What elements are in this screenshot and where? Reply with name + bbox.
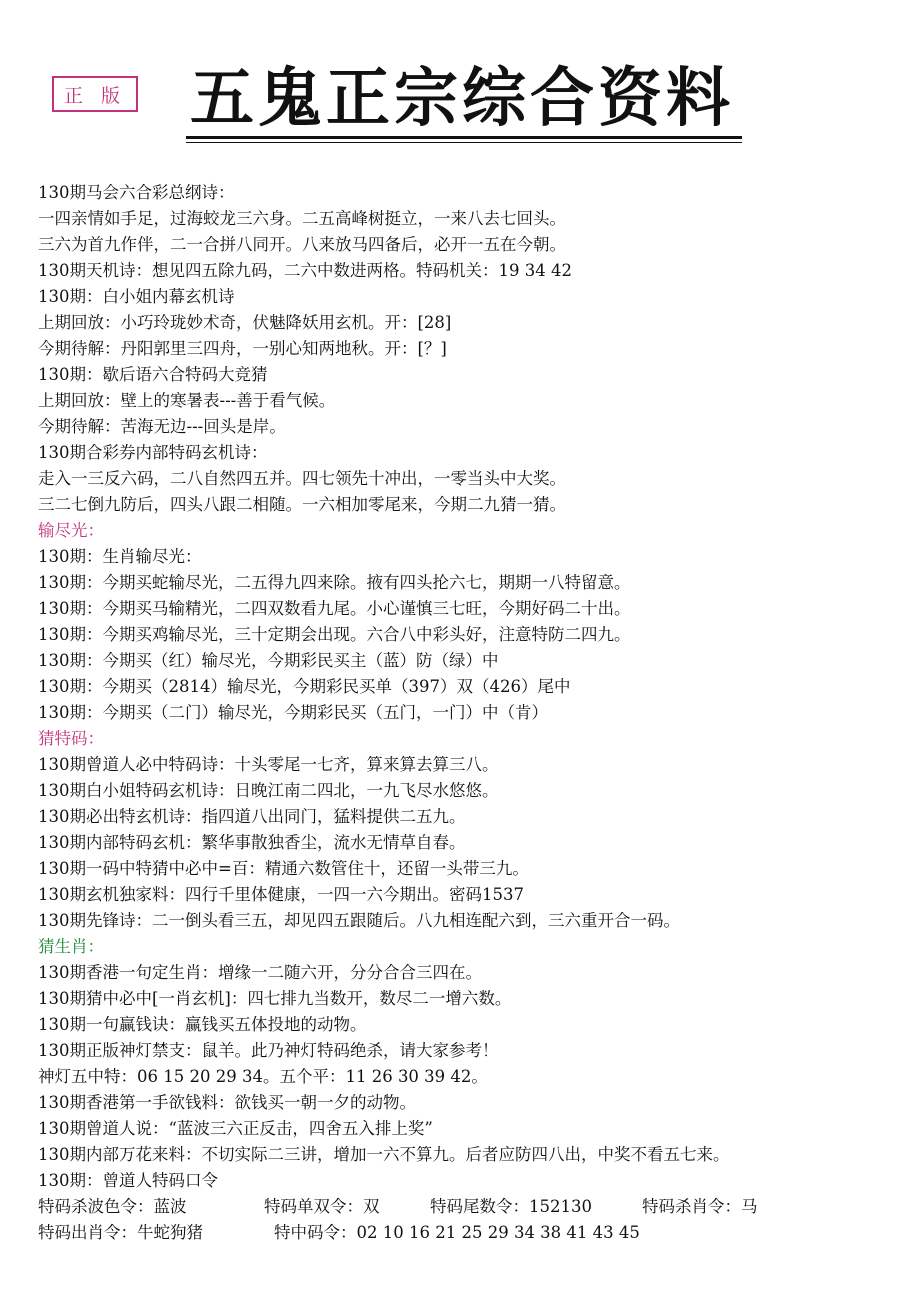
page-title: 五鬼正宗综合资料 xyxy=(190,62,734,136)
text-line: 上期回放：壁上的寒暑表---善于看气候。 xyxy=(38,391,336,410)
text-line: 130期：生肖输尽光： xyxy=(38,547,202,566)
text-line: 130期天机诗：想见四五除九码，二六中数进两格。特码机关：19 34 42 xyxy=(38,261,572,280)
text-line: 130期正版神灯禁支：鼠羊。此乃神灯特码绝杀，请大家参考！ xyxy=(38,1041,499,1060)
text-line: 130期：今期买鸡输尽光，三十定期会出现。六合八中彩头好，注意特防二四九。 xyxy=(38,625,631,644)
text-line: 神灯五中特：06 15 20 29 34。五个平：11 26 30 39 42。 xyxy=(38,1067,488,1086)
text-line: 130期猜中必中[一肖玄机]：四七排九当数开，数尽二一增六数。 xyxy=(38,989,512,1008)
text-line: 三六为首九作伴，二一合拼八同开。八来放马四备后，必开一五在今朝。 xyxy=(38,235,566,254)
text-line: 130期一码中特猜中必中=百：精通六数管住十，还留一头带三九。 xyxy=(38,859,529,878)
text-line: 130期香港第一手欲钱料：欲钱买一朝一夕的动物。 xyxy=(38,1093,416,1112)
title-underline-thick xyxy=(186,136,742,139)
text-line: 130期曾道人说：“蓝波三六正反击，四舍五入排上奖” xyxy=(38,1119,433,1138)
command-row xyxy=(38,1194,888,1220)
text-line: 130期必出特玄机诗：指四道八出同门，猛料提供二五九。 xyxy=(38,807,466,826)
text-line: 三二七倒九防后，四头八跟二相随。一六相加零尾来，今期二九猜一猜。 xyxy=(38,495,566,514)
text-line: 130期：今期买（2814）输尽光，今期彩民买单（397）双（426）尾中 xyxy=(38,677,571,696)
text-line: 130期：歇后语六合特码大竞猜 xyxy=(38,365,268,384)
text-line: 130期香港一句定生肖：增缘一二随六开，分分合合三四在。 xyxy=(38,963,482,982)
text-line: 130期：曾道人特码口令 xyxy=(38,1171,218,1190)
text-line: 130期白小姐特码玄机诗：日晚江南二四北，一九飞尽水悠悠。 xyxy=(38,781,499,800)
text-line: 上期回放：小巧玲珑妙术奇，伏魅降妖用玄机。开：[28] xyxy=(38,313,452,332)
text-line: 130期内部万花来料：不切实际二三讲，增加一六不算九。后者应防四八出，中奖不看五七来。 xyxy=(38,1145,730,1164)
section-heading-special: 猜特码： xyxy=(38,729,104,748)
command-item: 特码杀肖令：马 xyxy=(642,1197,758,1216)
command-item: 特码出肖令：牛蛇狗猪 xyxy=(38,1223,203,1242)
text-line: 130期：今期买（红）输尽光，今期彩民买主（蓝）防（绿）中 xyxy=(38,651,499,670)
text-line: 130期曾道人必中特码诗：十头零尾一七齐，算来算去算三八。 xyxy=(38,755,499,774)
command-item: 特中码令：02 10 16 21 25 29 34 38 41 43 45 xyxy=(274,1223,640,1242)
text-line: 130期合彩券内部特码玄机诗： xyxy=(38,443,268,462)
authentic-badge: 正 版 xyxy=(52,76,138,112)
text-line: 130期马会六合彩总纲诗： xyxy=(38,183,235,202)
command-item: 特码单双令：双 xyxy=(264,1197,380,1216)
command-item: 特码尾数令：152130 xyxy=(430,1197,592,1216)
title-underline-thin xyxy=(186,142,742,143)
text-line: 130期：今期买蛇输尽光，二五得九四来除。掖有四头抡六七，期期一八特留意。 xyxy=(38,573,631,592)
text-line: 130期：白小姐内幕玄机诗 xyxy=(38,287,235,306)
section-heading-lose: 输尽光： xyxy=(38,521,104,540)
text-line: 130期先锋诗：二一倒头看三五，却见四五跟随后。八九相连配六到，三六重开合一码。 xyxy=(38,911,680,930)
text-line: 走入一三反六码，二八自然四五并。四七领先十冲出，一零当头中大奖。 xyxy=(38,469,566,488)
text-line: 130期内部特码玄机：繁华事散独香尘，流水无情草自春。 xyxy=(38,833,466,852)
section-heading-zodiac: 猜生肖： xyxy=(38,937,104,956)
text-line: 130期：今期买马输精光，二四双数看九尾。小心谨慎三七旺，今期好码二十出。 xyxy=(38,599,631,618)
command-row xyxy=(38,1220,888,1246)
text-line: 130期一句赢钱诀：赢钱买五体投地的动物。 xyxy=(38,1015,367,1034)
text-line: 一四亲情如手足，过海蛟龙三六身。二五高峰树挺立，一来八去七回头。 xyxy=(38,209,566,228)
command-item: 特码杀波色令：蓝波 xyxy=(38,1197,187,1216)
text-line: 130期：今期买（二门）输尽光，今期彩民买（五门，一门）中（肯） xyxy=(38,703,548,722)
text-line: 今期待解：苦海无边---回头是岸。 xyxy=(38,417,286,436)
text-line: 130期玄机独家料：四行千里体健康，一四一六今期出。密码1537 xyxy=(38,885,524,904)
text-line: 今期待解：丹阳郭里三四舟，一别心知两地秋。开：[？] xyxy=(38,339,447,358)
document-body xyxy=(38,180,888,1246)
